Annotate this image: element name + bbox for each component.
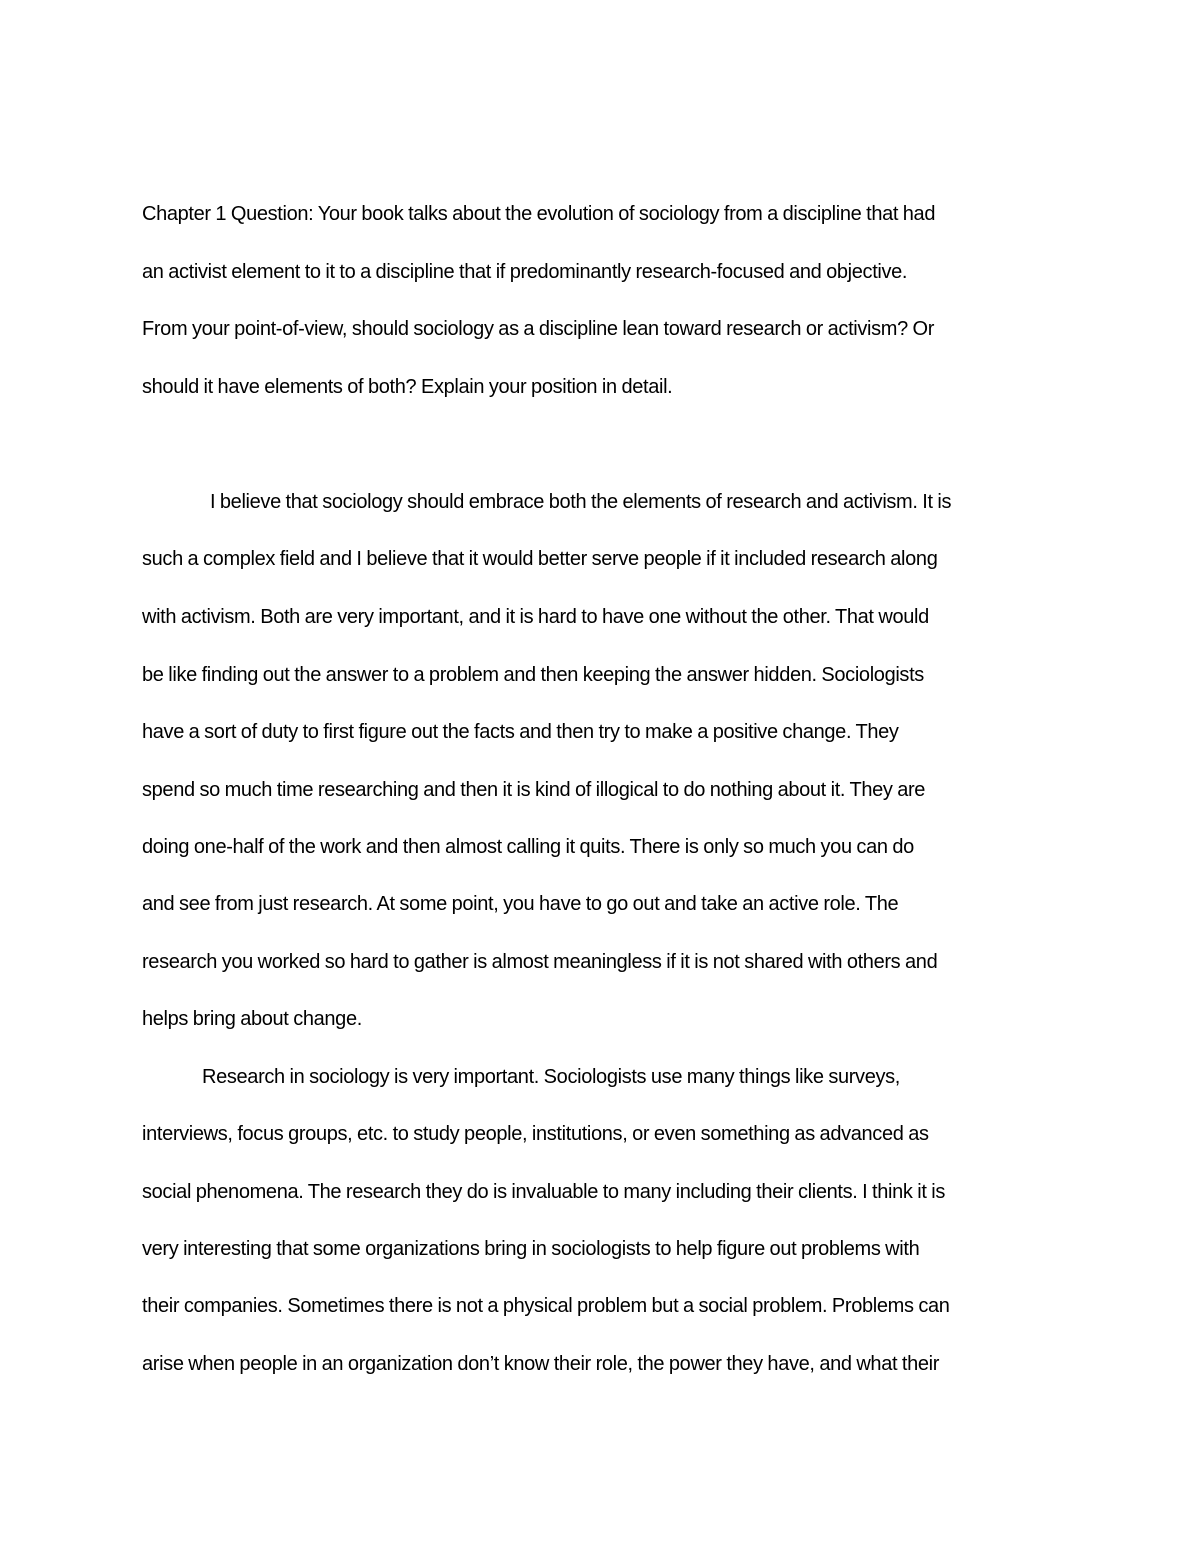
answer-p2-line-2: interviews, focus groups, etc. to study people, institutions, or even something as advanced as — [142, 1123, 929, 1145]
answer-p2-line-1: Research in sociology is very important. Sociologists use many things like surveys, — [202, 1066, 900, 1088]
answer-p1-line-1: I believe that sociology should embrace both the elements of research and activism. It is — [210, 491, 952, 513]
question-line-4: should it have elements of both? Explain your position in detail. — [142, 376, 673, 398]
answer-p1-line-8: and see from just research. At some point, you have to go out and take an active role. The — [142, 893, 899, 915]
question-line-2: an activist element to it to a discipline that if predominantly research-focused and objective. — [142, 261, 908, 283]
answer-p1-line-6: spend so much time researching and then it is kind of illogical to do nothing about it. They are — [142, 779, 926, 801]
answer-p1-line-4: be like finding out the answer to a problem and then keeping the answer hidden. Sociologists — [142, 664, 924, 686]
answer-p2-line-6: arise when people in an organization don’t know their role, the power they have, and what their — [142, 1353, 940, 1375]
answer-p1-line-3: with activism. Both are very important, and it is hard to have one without the other. That would — [142, 606, 929, 628]
question-line-1: Chapter 1 Question: Your book talks about the evolution of sociology from a discipline that had — [142, 203, 936, 225]
answer-p1-line-7: doing one-half of the work and then almost calling it quits. There is only so much you can do — [142, 836, 914, 858]
question-line-3: From your point-of-view, should sociology as a discipline lean toward research or activism? Or — [142, 318, 935, 340]
answer-p1-line-5: have a sort of duty to first figure out the facts and then try to make a positive change. They — [142, 721, 899, 743]
answer-p1-line-9: research you worked so hard to gather is almost meaningless if it is not shared with others and — [142, 951, 938, 973]
answer-p1-line-2: such a complex field and I believe that it would better serve people if it included research along — [142, 548, 938, 570]
answer-p1-line-10: helps bring about change. — [142, 1008, 362, 1030]
answer-p2-line-5: their companies. Sometimes there is not a physical problem but a social problem. Problems can — [142, 1295, 950, 1317]
answer-p2-line-4: very interesting that some organizations bring in sociologists to help figure out problems with — [142, 1238, 920, 1260]
answer-p2-line-3: social phenomena. The research they do is invaluable to many including their clients. I think it is — [142, 1181, 945, 1203]
